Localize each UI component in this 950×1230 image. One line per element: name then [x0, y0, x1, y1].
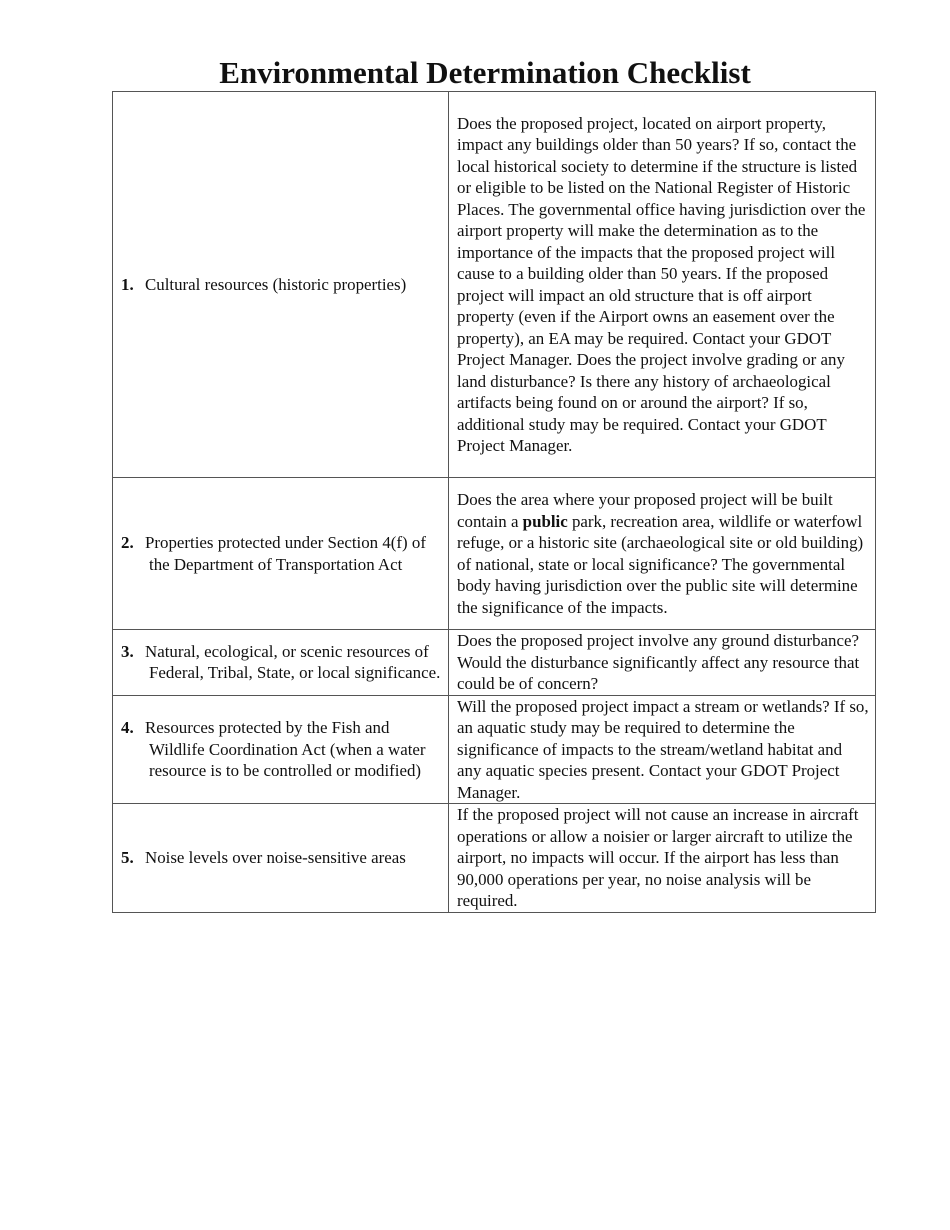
item-number: 1. [121, 274, 134, 294]
topic-cell [113, 695, 449, 804]
description-part: If the proposed project will not cause an increase in aircraft operations or allow a noisier or larger aircraft to utilize the airport, no impacts will occur. If the airport has less than 90,000 operations per year, no noise analysis will be required. [457, 805, 859, 910]
checklist-row-1 [113, 92, 876, 478]
topic-cell [113, 630, 449, 696]
description-cell [449, 478, 876, 630]
description-emphasis: public [522, 511, 568, 531]
topic-label: Properties protected under Section 4(f) of the Department of Transportation Act [145, 533, 426, 574]
description-text [457, 696, 869, 804]
description-cell [449, 92, 876, 478]
description-text [457, 804, 869, 912]
description-part: Does the proposed project involve any ground disturbance? Would the disturbance significantly affect any resource that could be of concern? [457, 631, 860, 693]
topic-text [121, 532, 442, 575]
description-text [457, 489, 869, 618]
topic-text [121, 847, 442, 869]
topic-label: Resources protected by the Fish and Wildlife Coordination Act (when a water resource is to be controlled or modified) [145, 718, 426, 780]
description-cell [449, 804, 876, 913]
description-part: park, recreation area, wildlife or waterfowl refuge, or a historic site (archaeological site or old building) of national, state or local significance? The governmental body having jurisdiction over the public site will determine the significance of the impacts. [457, 511, 864, 617]
description-cell [449, 695, 876, 804]
checklist-row-5 [113, 804, 876, 913]
description-text [457, 113, 869, 457]
description-text [457, 630, 869, 695]
topic-cell [113, 92, 449, 478]
description-part: Will the proposed project impact a stream or wetlands? If so, an aquatic study may be required to determine the significance of impacts to the stream/wetland habitat and any aquatic species present. Contact your GDOT Project Manager. [457, 696, 869, 802]
description-cell [449, 630, 876, 696]
item-number: 2. [121, 533, 134, 552]
checklist-row-2 [113, 478, 876, 630]
topic-label: Noise levels over noise-sensitive areas [145, 848, 406, 867]
description-part: Does the area where your proposed project will be built contain a [457, 490, 833, 531]
page-title: Environmental Determination Checklist [219, 55, 751, 90]
topic-text [121, 717, 442, 782]
topic-text [121, 641, 442, 684]
checklist-table [112, 91, 876, 913]
topic-cell [113, 478, 449, 630]
checklist-row-4 [113, 695, 876, 804]
item-number: 5. [121, 848, 134, 867]
topic-label: Cultural resources (historic properties) [145, 274, 407, 294]
topic-label: Natural, ecological, or scenic resources of Federal, Tribal, State, or local significance. [145, 641, 441, 683]
description-part: Does the proposed project, located on airport property, impact any buildings older than 50 years? If so, contact the local historical society to determine if the structure is listed or eligible to be listed on the National Register of Historic Places. The governmental office having jurisdiction over the airport property will make the determination as to the importance of the impacts that the proposed project will cause to a building older than 50 years. If the proposed project will impact an old structure that is off airport property (even if the Airport owns an easement over the property), an EA may be required. Contact your GDOT Project Manager. Does the project involve grading or any land disturbance? Is there any history of archaeological artifacts being found on or around the airport? If so, additional study may be required. Contact your GDOT Project Manager. [457, 113, 866, 455]
item-number: 3. [121, 641, 134, 661]
topic-text [121, 274, 442, 296]
topic-cell [113, 804, 449, 913]
checklist-row-3 [113, 630, 876, 696]
item-number: 4. [121, 718, 134, 737]
